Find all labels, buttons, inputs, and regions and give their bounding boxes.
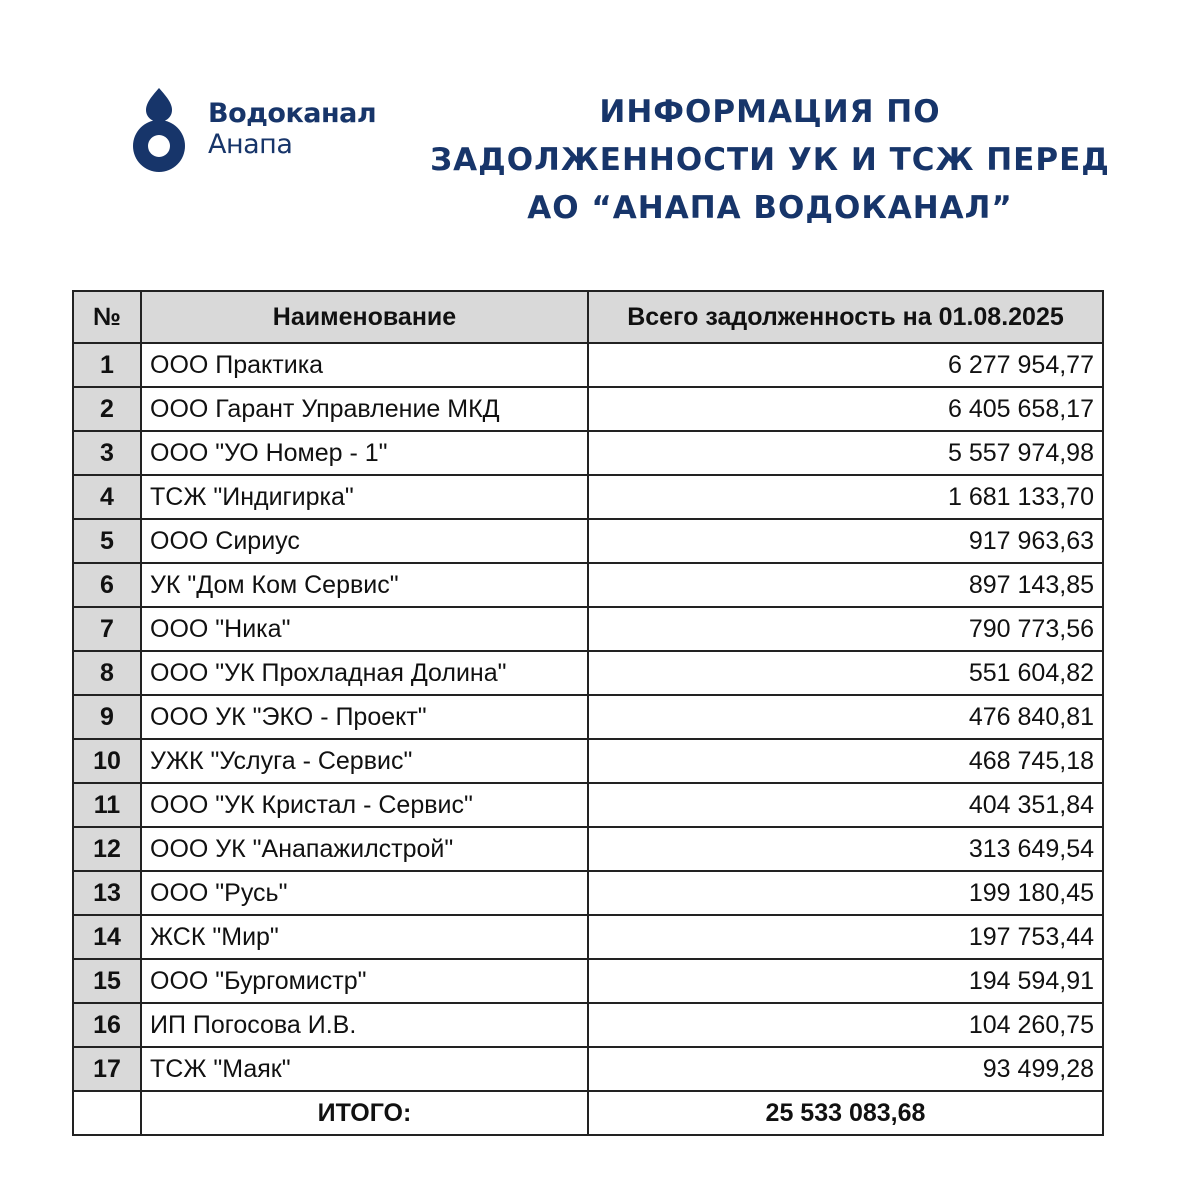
row-number: 4	[73, 475, 141, 519]
row-number: 2	[73, 387, 141, 431]
row-number: 17	[73, 1047, 141, 1091]
row-organization-name: ИП Погосова И.В.	[141, 1003, 588, 1047]
row-debt-amount: 6 405 658,17	[588, 387, 1103, 431]
water-drop-logo-icon	[126, 88, 192, 174]
table-row	[73, 1047, 1103, 1091]
logo-name-line2: Анапа	[208, 129, 293, 160]
row-debt-amount: 197 753,44	[588, 915, 1103, 959]
row-number: 14	[73, 915, 141, 959]
table-row	[73, 387, 1103, 431]
row-debt-amount: 551 604,82	[588, 651, 1103, 695]
row-number: 15	[73, 959, 141, 1003]
row-debt-amount: 1 681 133,70	[588, 475, 1103, 519]
row-debt-amount: 199 180,45	[588, 871, 1103, 915]
header-number: №	[73, 291, 141, 343]
row-debt-amount: 404 351,84	[588, 783, 1103, 827]
header-total-debt: Всего задолженность на 01.08.2025	[588, 291, 1103, 343]
row-number: 12	[73, 827, 141, 871]
table-row	[73, 959, 1103, 1003]
row-organization-name: ООО "УК Кристал - Сервис"	[141, 783, 588, 827]
row-number: 9	[73, 695, 141, 739]
table-row	[73, 431, 1103, 475]
row-organization-name: ООО Практика	[141, 343, 588, 387]
row-organization-name: УК "Дом Ком Сервис"	[141, 563, 588, 607]
row-number: 3	[73, 431, 141, 475]
header-name: Наименование	[141, 291, 588, 343]
table-row	[73, 343, 1103, 387]
table-header-row	[73, 291, 1103, 343]
total-label: ИТОГО:	[141, 1091, 588, 1135]
row-debt-amount: 5 557 974,98	[588, 431, 1103, 475]
row-organization-name: ЖСК "Мир"	[141, 915, 588, 959]
table-row	[73, 827, 1103, 871]
row-debt-amount: 917 963,63	[588, 519, 1103, 563]
row-organization-name: ООО УК "Анапажилстрой"	[141, 827, 588, 871]
row-debt-amount: 897 143,85	[588, 563, 1103, 607]
debt-table	[72, 290, 1104, 1136]
row-number: 11	[73, 783, 141, 827]
table-row	[73, 563, 1103, 607]
table-row	[73, 475, 1103, 519]
total-blank-cell	[73, 1091, 141, 1135]
total-sum: 25 533 083,68	[588, 1091, 1103, 1135]
row-debt-amount: 790 773,56	[588, 607, 1103, 651]
row-organization-name: ТСЖ "Индигирка"	[141, 475, 588, 519]
row-organization-name: ООО "УК Прохладная Долина"	[141, 651, 588, 695]
table-row	[73, 607, 1103, 651]
table-row	[73, 783, 1103, 827]
page-title-line2: ЗАДОЛЖЕННОСТИ УК И ТСЖ ПЕРЕД	[430, 142, 1110, 178]
row-organization-name: ООО УК "ЭКО - Проект"	[141, 695, 588, 739]
table-row	[73, 915, 1103, 959]
row-organization-name: ООО "УО Номер - 1"	[141, 431, 588, 475]
company-logo	[126, 88, 396, 178]
table-row	[73, 1003, 1103, 1047]
row-organization-name: ООО Сириус	[141, 519, 588, 563]
total-row	[73, 1091, 1103, 1135]
page-title-line3: АО “АНАПА ВОДОКАНАЛ”	[527, 190, 1013, 226]
row-debt-amount: 104 260,75	[588, 1003, 1103, 1047]
row-debt-amount: 93 499,28	[588, 1047, 1103, 1091]
row-number: 1	[73, 343, 141, 387]
row-debt-amount: 6 277 954,77	[588, 343, 1103, 387]
page-title-line1: ИНФОРМАЦИЯ ПО	[599, 94, 941, 130]
row-number: 6	[73, 563, 141, 607]
row-organization-name: ООО Гарант Управление МКД	[141, 387, 588, 431]
row-debt-amount: 468 745,18	[588, 739, 1103, 783]
row-organization-name: ООО "Русь"	[141, 871, 588, 915]
row-number: 10	[73, 739, 141, 783]
row-organization-name: ООО "Ника"	[141, 607, 588, 651]
table-row	[73, 739, 1103, 783]
table-row	[73, 651, 1103, 695]
table-row	[73, 871, 1103, 915]
row-debt-amount: 194 594,91	[588, 959, 1103, 1003]
row-organization-name: ТСЖ "Маяк"	[141, 1047, 588, 1091]
row-number: 13	[73, 871, 141, 915]
row-organization-name: УЖК "Услуга - Сервис"	[141, 739, 588, 783]
row-organization-name: ООО "Бургомистр"	[141, 959, 588, 1003]
table-row	[73, 519, 1103, 563]
page-title	[420, 88, 1120, 232]
row-debt-amount: 476 840,81	[588, 695, 1103, 739]
row-number: 16	[73, 1003, 141, 1047]
row-debt-amount: 313 649,54	[588, 827, 1103, 871]
logo-name-line1: Водоканал	[208, 98, 377, 129]
row-number: 7	[73, 607, 141, 651]
table-row	[73, 695, 1103, 739]
table-body	[73, 343, 1103, 1091]
row-number: 8	[73, 651, 141, 695]
row-number: 5	[73, 519, 141, 563]
